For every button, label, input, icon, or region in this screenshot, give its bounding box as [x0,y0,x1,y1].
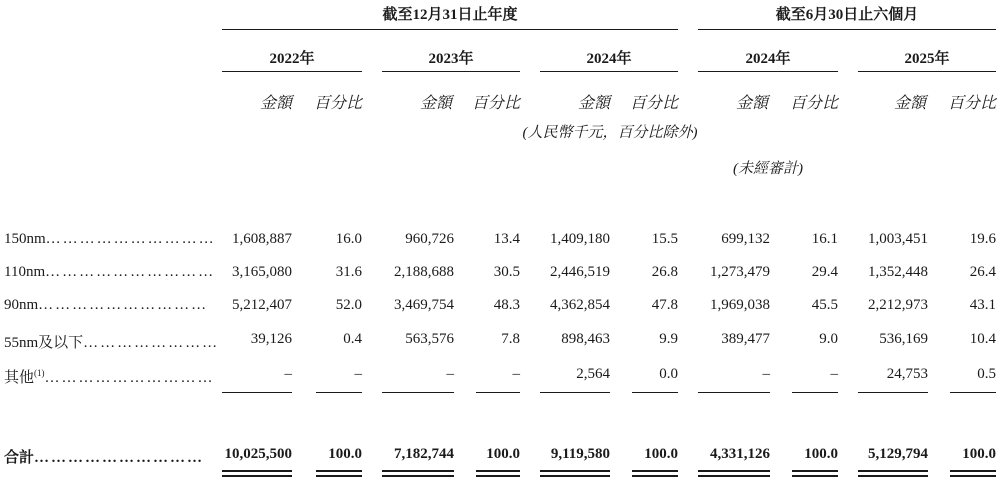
table-cell: 45.5 [811,297,838,313]
table-cell: 563,576 [405,331,454,347]
total-cell: 9,119,580 [550,446,610,462]
table-cell: – [762,366,770,382]
table-cell: – [512,366,520,382]
table-cell: 1,273,479 [710,264,770,280]
double-underline [382,475,454,477]
row-label-dots: ………………………… [38,297,209,313]
group-header-annual: 截至12月31日止年度 [382,7,518,23]
subheader-percent-2024-annual: 百分比 [629,95,678,112]
period-rule-2024-annual [540,71,678,72]
table-cell: 2,188,688 [394,264,454,280]
double-underline [382,470,454,472]
table-cell: 699,132 [721,231,770,247]
row-label [4,297,208,314]
total-cell: 100.0 [962,446,996,462]
table-cell: 2,212,973 [868,297,928,313]
table-cell: 0.5 [977,366,996,382]
double-underline [316,475,362,477]
table-cell: 13.4 [493,231,520,247]
period-rule-2022 [222,71,362,72]
period-header-2023: 2023年 [428,51,474,67]
row-label [4,231,216,248]
total-cell: 10,025,500 [224,446,292,462]
row-label-text: 150nm [4,231,46,247]
row-label-dots: …………………… [83,335,220,351]
row-label-text: 其他 [4,370,35,386]
subtotal-rule-5 [540,392,610,393]
row-label-text: 110nm [4,264,46,280]
table-cell: 52.0 [335,297,362,313]
table-cell: 15.5 [651,231,678,247]
table-cell: 4,362,854 [550,297,610,313]
subheader-amount-2025: 金額 [893,95,926,112]
table-cell: 3,469,754 [394,297,454,313]
double-underline [632,470,678,472]
table-cell: 898,463 [561,331,610,347]
double-underline [792,470,838,472]
table-cell: 1,608,887 [232,231,292,247]
subtotal-rule-3 [382,392,454,393]
table-cell: 0.0 [659,366,678,382]
table-cell: 16.1 [811,231,838,247]
row-label-text: 55nm及以下 [4,335,84,351]
table-cell: – [354,366,362,382]
subheader-percent-2024-interim: 百分比 [789,95,838,112]
total-cell: 100.0 [644,446,678,462]
table-cell: 9.0 [819,331,838,347]
row-label-dots: ………………………… [45,231,216,247]
table-cell: 960,726 [405,231,454,247]
table-cell: 26.8 [651,264,678,280]
period-rule-2025 [858,71,996,72]
table-cell: 24,753 [886,366,928,382]
subheader-amount-2022: 金額 [259,95,292,112]
subheader-percent-2022: 百分比 [313,95,362,112]
double-underline [858,470,928,472]
table-cell: 9.9 [659,331,678,347]
double-underline [792,475,838,477]
subtotal-rule-6 [632,392,678,393]
table-cell: 47.8 [651,297,678,313]
table-cell: 2,564 [576,366,610,382]
row-label-text: 90nm [4,297,39,313]
table-cell: 5,212,407 [232,297,292,313]
subheader-percent-2023: 百分比 [471,95,520,112]
period-header-2024-interim: 2024年 [745,51,791,67]
period-rule-2024-interim [698,71,838,72]
double-underline [222,475,292,477]
double-underline [316,470,362,472]
table-cell: 1,352,448 [868,264,928,280]
subheader-amount-2023: 金額 [419,95,452,112]
table-cell: 43.1 [969,297,996,313]
total-cell: 7,182,744 [394,446,454,462]
table-cell: – [284,366,292,382]
subheader-amount-2024-interim: 金額 [735,95,768,112]
row-label [4,264,215,281]
double-underline [540,475,610,477]
table-cell: 536,169 [879,331,928,347]
double-underline [222,470,292,472]
subtotal-rule-10 [950,392,996,393]
double-underline [858,475,928,477]
row-label-dots: ………………………… [44,370,215,386]
total-cell: 4,331,126 [710,446,770,462]
double-underline [632,475,678,477]
unit-note: (人民幣千元，百分比除外) [522,125,698,141]
table-cell: – [446,366,454,382]
table-cell: 10.4 [969,331,996,347]
double-underline [950,475,996,477]
row-label-dots: ………………………… [45,264,216,280]
table-cell: 3,165,080 [232,264,292,280]
subtotal-rule-2 [316,392,362,393]
table-cell: 1,969,038 [710,297,770,313]
double-underline [950,470,996,472]
table-cell: 1,409,180 [550,231,610,247]
table-cell: 31.6 [335,264,362,280]
total-label-text: 合計 [4,450,35,466]
double-underline [540,470,610,472]
table-cell: 26.4 [969,264,996,280]
subtotal-rule-7 [698,392,770,393]
table-cell: 0.4 [343,331,362,347]
table-cell: 39,126 [250,331,292,347]
group-rule-six-months [698,29,996,30]
double-underline [698,470,770,472]
total-cell: 100.0 [804,446,838,462]
total-label [4,446,204,467]
subtotal-rule-1 [222,392,292,393]
subheader-percent-2025: 百分比 [947,95,996,112]
subtotal-rule-9 [858,392,928,393]
period-header-2024-annual: 2024年 [586,51,632,67]
double-underline [476,475,520,477]
total-label-dots: ………………………… [34,450,205,466]
table-cell: 48.3 [493,297,520,313]
table-cell: 30.5 [493,264,520,280]
unaudited-note: (未經審計) [733,161,803,177]
period-header-2025: 2025年 [904,51,950,67]
total-cell: 5,129,794 [868,446,928,462]
subheader-amount-2024-annual: 金額 [577,95,610,112]
table-cell: 389,477 [721,331,770,347]
subtotal-rule-8 [792,392,838,393]
group-rule-annual [222,29,678,30]
total-cell: 100.0 [328,446,362,462]
group-header-six-months: 截至6月30日止六個月 [775,7,919,23]
period-rule-2023 [382,71,520,72]
period-header-2022: 2022年 [269,51,315,67]
double-underline [698,475,770,477]
table-cell: 1,003,451 [868,231,928,247]
row-label [4,366,215,387]
subtotal-rule-4 [476,392,520,393]
table-cell: 16.0 [335,231,362,247]
table-cell: 2,446,519 [550,264,610,280]
table-cell: 29.4 [811,264,838,280]
row-label [4,331,219,352]
table-cell: 19.6 [969,231,996,247]
table-cell: – [830,366,838,382]
footnote-marker: (1) [34,368,45,378]
double-underline [476,470,520,472]
table-cell: 7.8 [501,331,520,347]
total-cell: 100.0 [486,446,520,462]
